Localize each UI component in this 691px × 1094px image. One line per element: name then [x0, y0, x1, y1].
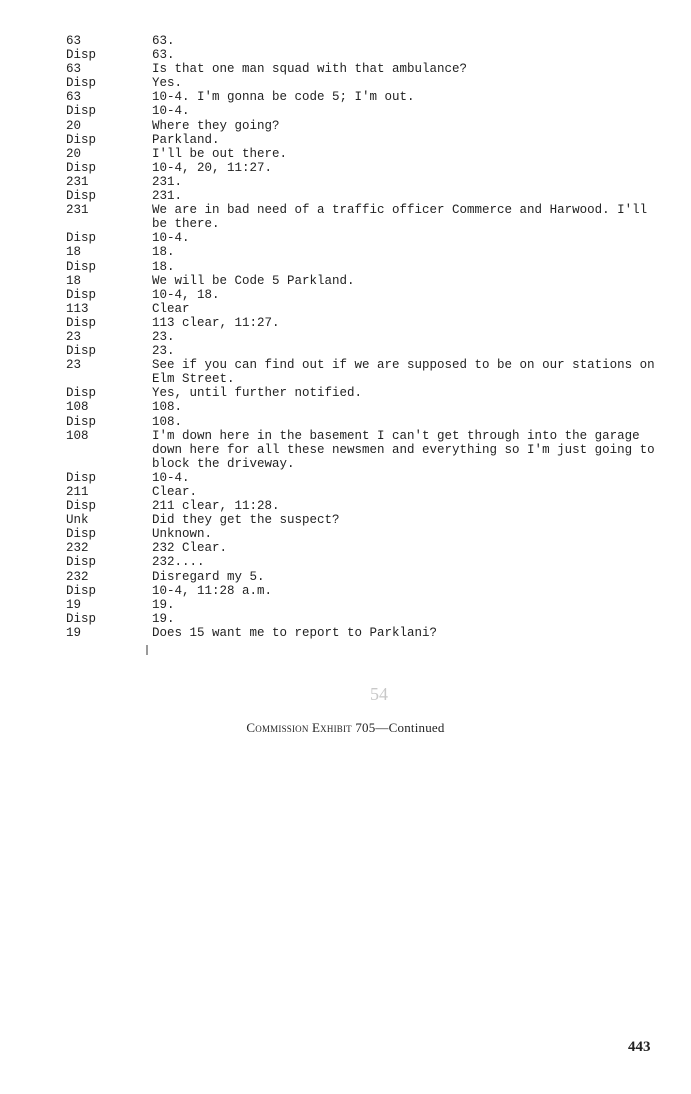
- transmission-text: 232....: [152, 555, 205, 570]
- transmission-text: Where they going?: [152, 118, 280, 133]
- speaker-label: Disp: [66, 344, 97, 359]
- transcript-row: [66, 400, 666, 414]
- transcript-row: [66, 584, 666, 598]
- transcript-row: [66, 358, 666, 386]
- transcript-row: [66, 133, 666, 147]
- transcript-row: [66, 302, 666, 316]
- transcript-row: [66, 386, 666, 400]
- speaker-label: Disp: [66, 160, 97, 175]
- speaker-label: Disp: [66, 76, 97, 91]
- transmission-text: 10-4, 11:28 a.m.: [152, 583, 273, 598]
- exhibit-title: Commission Exhibit 705: [246, 720, 376, 735]
- transmission-text: Disregard my 5.: [152, 569, 265, 584]
- transcript-row: [66, 415, 666, 429]
- transmission-text: Does 15 want me to report to Parklani?: [152, 625, 438, 640]
- transmission-text: 63.: [152, 48, 175, 63]
- transcript-row: [66, 288, 666, 302]
- speaker-label: Disp: [66, 231, 97, 246]
- speaker-label: 20: [66, 118, 82, 133]
- transcript-row: [66, 62, 666, 76]
- transmission-text: 23.: [152, 344, 175, 359]
- transcript-row: [66, 147, 666, 161]
- transmission-text: 18.: [152, 259, 175, 274]
- transmission-text: 211 clear, 11:28.: [152, 499, 280, 514]
- transcript-row: [66, 316, 666, 330]
- transmission-text: Yes, until further notified.: [152, 386, 363, 401]
- transcript-row: [66, 104, 666, 118]
- transmission-text: 10-4.: [152, 231, 190, 246]
- transmission-text: 63.: [152, 34, 175, 48]
- speaker-label: 19: [66, 597, 82, 612]
- transmission-text: Unknown.: [152, 527, 213, 542]
- transcript-row: [66, 330, 666, 344]
- speaker-label: Disp: [66, 611, 97, 626]
- transcript-row: [66, 612, 666, 626]
- speaker-label: Disp: [66, 189, 97, 204]
- transcript-row: [66, 48, 666, 62]
- transmission-text: We will be Code 5 Parkland.: [152, 273, 355, 288]
- transmission-text: 19.: [152, 611, 175, 626]
- transcript-row: [66, 175, 666, 189]
- transcript-row: [66, 471, 666, 485]
- transcript-row: [66, 260, 666, 274]
- speaker-label: 231: [66, 203, 89, 218]
- transmission-text: 23.: [152, 329, 175, 344]
- exhibit-caption: [0, 720, 691, 736]
- transcript-row: [66, 541, 666, 555]
- transcript-row: [66, 161, 666, 175]
- transmission-text: 10-4.: [152, 104, 190, 119]
- transmission-text: Did they get the suspect?: [152, 513, 340, 528]
- transmission-text: Parkland.: [152, 132, 220, 147]
- speaker-label: 18: [66, 273, 82, 288]
- transmission-text: 10-4, 20, 11:27.: [152, 160, 273, 175]
- speaker-label: 23: [66, 329, 82, 344]
- speaker-label: 108: [66, 428, 89, 443]
- faded-page-number: 54: [370, 684, 388, 704]
- speaker-label: 20: [66, 146, 82, 161]
- transcript-row: [66, 626, 666, 640]
- speaker-label: Disp: [66, 386, 97, 401]
- speaker-label: 18: [66, 245, 82, 260]
- speaker-label: 232: [66, 541, 89, 556]
- speaker-label: 63: [66, 62, 82, 77]
- speaker-label: 108: [66, 400, 89, 415]
- transmission-text: 232 Clear.: [152, 541, 228, 556]
- transcript-row: [66, 245, 666, 259]
- speaker-label: 113: [66, 301, 89, 316]
- speaker-label: Disp: [66, 583, 97, 598]
- transmission-text: I'll be out there.: [152, 146, 288, 161]
- transcript-row: [66, 570, 666, 584]
- transcript-row: [66, 90, 666, 104]
- transmission-text: 10-4. I'm gonna be code 5; I'm out.: [152, 90, 415, 105]
- transcript-row: [66, 499, 666, 513]
- transcript-row: [66, 231, 666, 245]
- exhibit-continued: —Continued: [375, 720, 445, 735]
- transmission-text: 19.: [152, 597, 175, 612]
- transmission-text: See if you can find out if we are supposed to be on our stations on Elm Street.: [152, 358, 655, 387]
- transcript-row: [66, 189, 666, 203]
- transcript-row: [66, 344, 666, 358]
- speaker-label: 63: [66, 34, 82, 48]
- transcript-row: [66, 429, 666, 471]
- transcript-row: [66, 274, 666, 288]
- transmission-text: 231.: [152, 189, 183, 204]
- speaker-label: Disp: [66, 48, 97, 63]
- transcript-row: [66, 485, 666, 499]
- transmission-text: We are in bad need of a traffic officer Commerce and Harwood. I'll be there.: [152, 203, 648, 232]
- speaker-label: Disp: [66, 527, 97, 542]
- speaker-label: Disp: [66, 470, 97, 485]
- transmission-text: 18.: [152, 245, 175, 260]
- speaker-label: 19: [66, 625, 82, 640]
- transmission-text: 10-4.: [152, 470, 190, 485]
- speaker-label: Disp: [66, 259, 97, 274]
- transcript-row: [66, 555, 666, 569]
- transcript-row: [66, 76, 666, 90]
- transmission-text: 108.: [152, 400, 183, 415]
- radio-transcript: [66, 34, 666, 640]
- speaker-label: Disp: [66, 315, 97, 330]
- speaker-label: 23: [66, 358, 82, 373]
- transcript-row: [66, 513, 666, 527]
- speaker-label: 63: [66, 90, 82, 105]
- transcript-row: [66, 119, 666, 133]
- stray-mark: [146, 645, 148, 655]
- speaker-label: Disp: [66, 287, 97, 302]
- transmission-text: 10-4, 18.: [152, 287, 220, 302]
- transcript-row: [66, 34, 666, 48]
- speaker-label: Disp: [66, 414, 97, 429]
- speaker-label: Unk: [66, 513, 89, 528]
- speaker-label: Disp: [66, 104, 97, 119]
- speaker-label: 211: [66, 485, 89, 499]
- page-number: 443: [628, 1039, 651, 1055]
- transcript-row: [66, 527, 666, 541]
- transmission-text: Is that one man squad with that ambulance?: [152, 62, 468, 77]
- transmission-text: I'm down here in the basement I can't get through into the garage down here for all these newsmen and everything so I'm just going to block the driveway.: [152, 428, 655, 471]
- speaker-label: 232: [66, 569, 89, 584]
- transmission-text: 113 clear, 11:27.: [152, 315, 280, 330]
- speaker-label: Disp: [66, 555, 97, 570]
- speaker-label: 231: [66, 174, 89, 189]
- speaker-label: Disp: [66, 499, 97, 514]
- transcript-row: [66, 598, 666, 612]
- transcript-row: [66, 203, 666, 231]
- transmission-text: Yes.: [152, 76, 183, 91]
- transmission-text: Clear: [152, 301, 190, 316]
- transmission-text: Clear.: [152, 485, 198, 499]
- transmission-text: 231.: [152, 174, 183, 189]
- transmission-text: 108.: [152, 414, 183, 429]
- speaker-label: Disp: [66, 132, 97, 147]
